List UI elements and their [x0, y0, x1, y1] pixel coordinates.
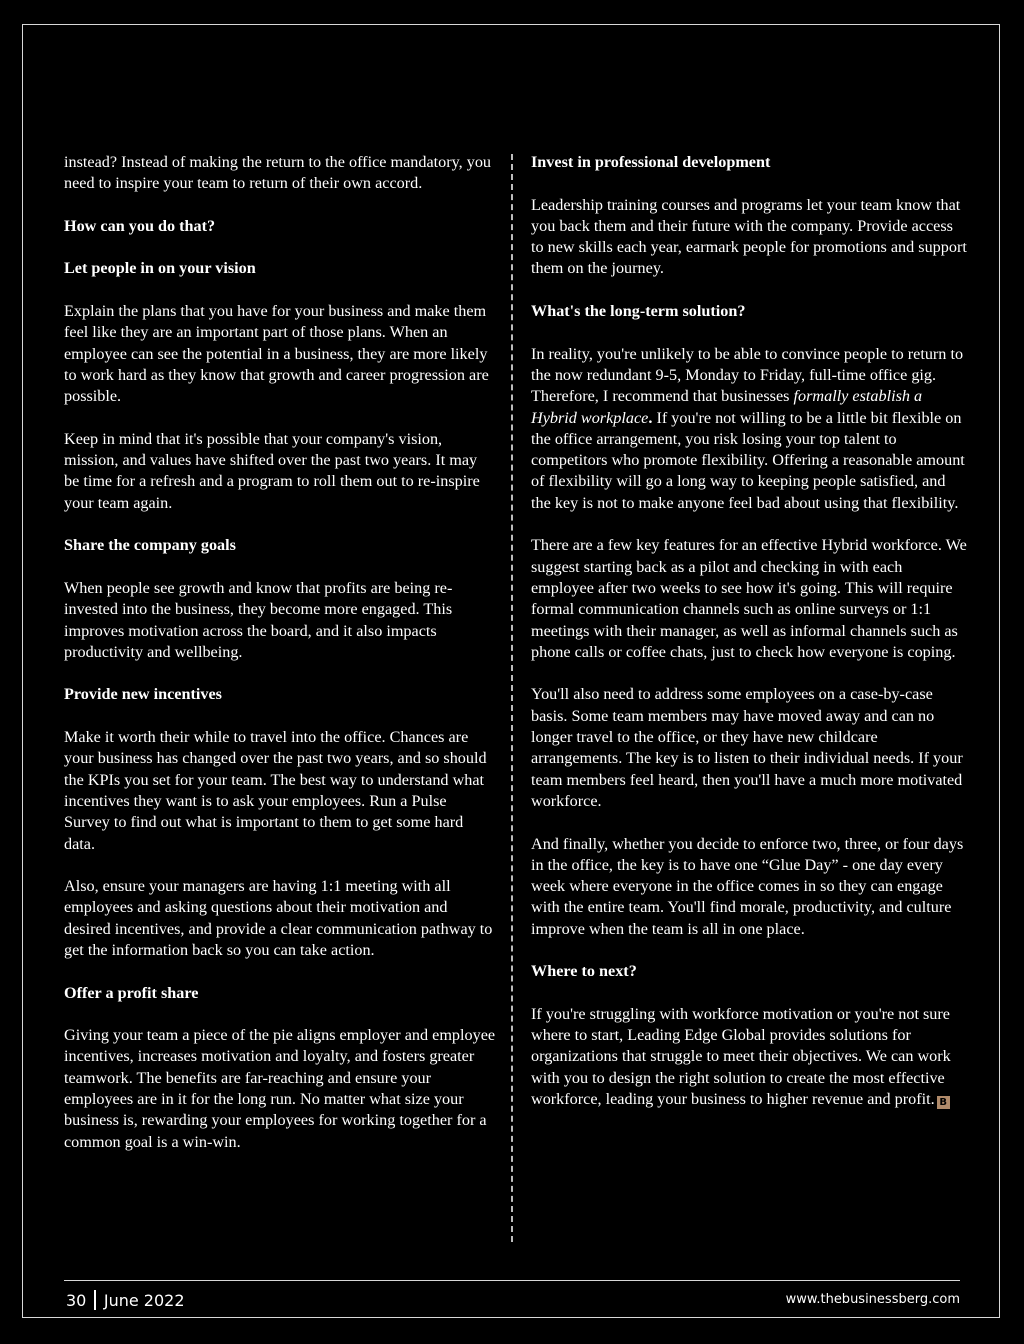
- emphasis-text: formally establish a Hybrid workplace: [531, 387, 923, 427]
- paragraph: Keep in mind that it's possible that your company's vision, mission, and values have shifted over the past two years. It may be time for a refresh and a program to roll them out to re-inspire your team again.: [64, 429, 480, 512]
- paragraph: And finally, whether you decide to enforce two, three, or four days in the office, the key is to have one “Glue Day” - one day every week where everyone in the office comes in so they can engage with the entire team. You'll find morale, productivity, and culture improve when the team is all in one place.: [531, 834, 964, 938]
- section-heading: How can you do that?: [64, 216, 216, 235]
- right-column: [531, 152, 967, 1132]
- paragraph: Make it worth their while to travel into the office. Chances are your business has changed over the past two years, and so should the KPIs you set for your team. The best way to understand what incentives they want is to ask your employees. Run a Pulse Survey to find out what is important to them to get some hard data.: [64, 728, 487, 853]
- paragraph-text: If you're not willing to be a little bit flexible on the office arrangement, you risk losing your top talent to competitors who promote flexibility. Offering a reasonable amount of flexibility will go a long way to keeping people satisfied, and the key is not to make anyone feel bad about using that flexibility.: [531, 408, 965, 512]
- paragraph-text: In reality, you're unlikely to be able to convince people to return to the now redundant 9-5, Monday to Friday, full-time office gig. Therefore, I recommend that businesses: [531, 344, 964, 406]
- paragraph-text: If you're struggling with workforce motivation or you're not sure where to start, Leading Edge Global provides solutions for organizations that struggle to meet their objectives. We can work with you to design the right solution to create the most effective workforce, leading your business to higher revenue and profit.: [531, 1004, 951, 1109]
- paragraph: Also, ensure your managers are having 1:1 meeting with all employees and asking questions about their motivation and desired incentives, and provide a clear communication pathway to get the information back so you can take action.: [64, 877, 493, 959]
- footer-separator: [94, 1290, 96, 1310]
- paragraph: Explain the plans that you have for your business and make them feel like they are an important part of those plans. When an employee can see the potential in a business, they are more likely to work hard as they know that growth and career progression are possible.: [64, 302, 489, 406]
- page-number: 30: [66, 1290, 87, 1310]
- paragraph: instead? Instead of making the return to the office mandatory, you need to inspire your team to return of their own accord.: [64, 153, 492, 193]
- footer-page-info: [66, 1290, 185, 1310]
- section-heading: What's the long-term solution?: [531, 302, 746, 321]
- section-heading: Share the company goals: [64, 536, 236, 555]
- paragraph: You'll also need to address some employees on a case-by-case basis. Some team members may have moved away and can no longer travel to the office, or they have new childcare arrangements. The key is to listen to their individual needs. If your team members feel heard, then you'll have a much more motivated workforce.: [531, 685, 963, 810]
- section-heading: Provide new incentives: [64, 685, 222, 704]
- bold-period: .: [648, 408, 653, 427]
- left-column: [64, 152, 496, 1174]
- section-heading: Offer a profit share: [64, 983, 199, 1002]
- section-heading: Where to next?: [531, 962, 637, 981]
- footer-website: www.thebusinessberg.com: [785, 1292, 960, 1307]
- end-mark-icon: B: [937, 1096, 950, 1109]
- column-divider: [511, 154, 513, 1242]
- paragraph: [531, 1004, 967, 1110]
- paragraph: There are a few key features for an effective Hybrid workforce. We suggest starting back as a pilot and checking in with each employee after two weeks to see how it's going. This will require formal communication channels such as online surveys or 1:1 meetings with their manager, as well as informal channels such as phone calls or coffee chats, just to check how everyone is coping.: [531, 536, 967, 661]
- section-heading: Let people in on your vision: [64, 259, 256, 278]
- issue-date: June 2022: [103, 1290, 185, 1310]
- paragraph: [531, 344, 967, 514]
- paragraph: Leadership training courses and programs let your team know that you back them and their future with the company. Provide access to new skills each year, earmark people for promotions and support them on the journey.: [531, 195, 967, 278]
- footer-rule: [64, 1280, 960, 1281]
- paragraph: When people see growth and know that profits are being re-invested into the business, they become more engaged. This improves motivation across the board, and it also impacts productivity and wellbeing.: [64, 578, 453, 661]
- paragraph: Giving your team a piece of the pie aligns employer and employee incentives, increases motivation and loyalty, and fosters greater teamwork. The benefits are far-reaching and ensure your employees are in it for the long run. No matter what size your business is, rewarding your employees for working together for a common goal is a win-win.: [64, 1026, 496, 1151]
- section-heading: Invest in professional development: [531, 153, 771, 171]
